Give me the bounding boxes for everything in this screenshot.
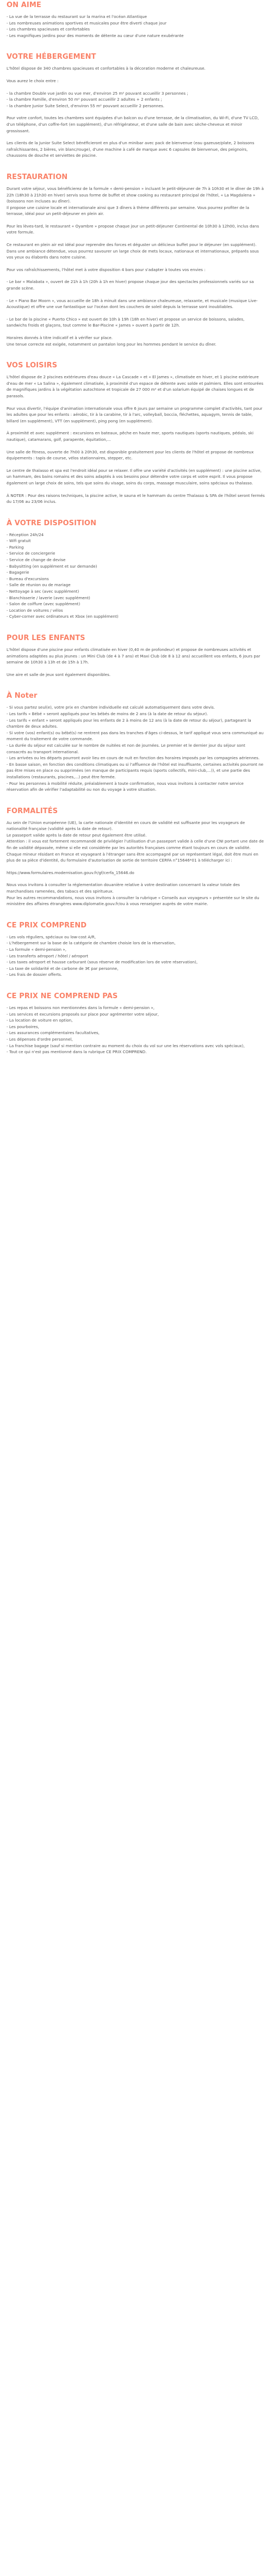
restauration-bar-item: - Le bar de la piscine « Puerto Chico » est ouvert de 10h à 19h (18h en hiver) et propose un service de boissons, salades, sandwichs froids et glaçons, tout comme le Bar-Piscine « James » ouvert à partir de 12h. [7, 316, 245, 328]
restauration-paragraph: Durant votre séjour, vous bénéficierez de la formule « demi-pension » incluant le petit-déjeuner de 7h à 10h30 et le dîner de 19h à 22h (18h30 à 21h30 en hiver) servis sous forme de buffet et show cooking au restaurant principal de l'hôtel, « La Magdalena » (boissons non incluses au dîner). Il propose une cuisine locale et internationale ainsi que 3 dîners à thème différents par semaine. Vous pourrez profiter de la terrasse, idéal pour un petit-déjeuner en plein air. [7, 186, 264, 217]
restauration-bar-item: - Le « Piano Bar Moorn », vous accueille de 18h à minuit dans une ambiance chaleureuse, relaxante, et musicale (musique Live-Acoustique) et offre une vue fantastique sur l'océan dont les couchers de soleil depuis la terrasse sont inoubliables. [7, 298, 258, 310]
section-title-enfants: POUR LES ENFANTS [7, 634, 85, 642]
a-noter-list: - Si vous partez seul(e), votre prix en chambre individuelle est calculé automatiquement dans votre devis. - Les tarifs « Bébé » seront appliqués pour les bébés de moins de 2 ans (à la date de retour du séjour). - Les tarifs « enfant » seront appliqués pour les enfants de 2 à moins de 12 ans (à la date de retour du séjour), partageant la chambre de deux adultes. - Si votre (vos) enfant(s) ou bébé(s) ne rentrent pas dans les tranches d'âges ci-dessus, le tarif appliqué vous sera communiqué au moment du traitement de votre commande. - La durée du séjour est calculée sur le nombre de nuitées et non de journées. Le premier et le dernier jour du séjour sont consacrés au transport international. - Les arrivées ou les départs pourront avoir lieu en cours de nuit en fonction des horaires imposés par les compagnies aériennes. - En basse saison, en fonction des conditions climatiques ou si l'affluence de l'hôtel est insuffisante, certaines activités pourront ne pas être mises en place ou supprimées (en manque de participants requis (sports collectifs, mini-club,...)), et une partie des installations (restaurants, piscines,...) peut être fermée. - Pour les personnes à mobilité réduite, préalablement à toute confirmation, nous vous invitons à contacter notre service réservation afin de vérifier l'adaptabilité ou non du voyage à votre situation. [7, 705, 264, 792]
restauration-paragraph: Pour vos rafraîchissements, l'hôtel met à votre disposition 4 bars pour s'adapter à toutes vos envies : [7, 267, 206, 272]
section-title-prix-ne-comprend-pas: CE PRIX NE COMPREND PAS [7, 992, 118, 1000]
hebergement-paragraph: Vous aurez le choix entre : [7, 78, 59, 83]
prix-comprend-list: - Les vols réguliers, spéciaux ou low-cost A/R, - L'hébergement sur la base de la catégorie de chambre choisie lors de la réservation, - La formule « demi-pension », - Les transferts aéroport / hôtel / aéroport - Les taxes aéroport et hausse carburant (sous réserve de modification lors de votre réservation), - La taxe de solidarité et de carbone de 3€ par personne, - Les frais de dossier offerts. [7, 934, 198, 977]
hebergement-paragraph: Les clients de la Junior Suite Select bénéficieront en plus d'un minibar avec pack de bienvenue (eau gazeuse/plate, 2 boissons rafraîchissantes, 2 bières, vin blanc/rouge), d'une machine à café de marque avec 6 capsules de bienvenue, des peignoirs, chaussons de douche et serviettes de piscine. [7, 140, 255, 158]
loisirs-note: À NOTER : Pour des raisons techniques, la piscine active, le sauna et le hammam du centre Thalasso & SPA de l'hôtel seront fermés du 17/06 au 23/06 inclus. [7, 493, 265, 505]
section-title-prix-comprend: CE PRIX COMPREND [7, 921, 87, 930]
section-title-a-noter: À Noter [7, 692, 38, 700]
loisirs-paragraph: Le centre de thalasso et spa est l'endroit idéal pour se relaxer. Il offre une variété d'activités (en supplément) : une piscine active, un hammam, des bains romains et des soins adaptés à vos besoins pour détendre votre corps et votre esprit. Il vous propose également un large choix de soins, tels que soins du visage, soins du corps, massage musculaire, soins spéciaux ou thalasso. [7, 468, 262, 485]
page-content [0, 0, 272, 1055]
section-title-restauration: RESTAURATION [7, 173, 68, 181]
prix-ne-comprend-pas-list: - Les repas et boissons non mentionnées dans la formule « demi-pension », - Les services et excursions proposés sur place pour agrémenter votre séjour, - La location de voiture en option, - Les pourboires, - Les assurances complémentaires facultatives, - Les dépenses d'ordre personnel, - La franchise bagage (sauf si mention contraire au moment du choix du vol sur une les réservations avec vols spéciaux), - Tout ce qui n'est pas mentionné dans la rubrique CE PRIX COMPREND. [7, 1005, 245, 1055]
section-title-formalites: FORMALITÉS [7, 807, 58, 815]
hebergement-paragraph: L'hôtel dispose de 340 chambres spacieuses et confortables à la décoration moderne et chaleureuse. [7, 66, 206, 71]
section-title-hebergement: VOTRE HÉBERGEMENT [7, 53, 96, 62]
loisirs-paragraph: Pour vous divertir, l'équipe d'animation internationale vous offre 6 jours par semaine un programme complet d'activités, tant pour les adultes que pour les enfants : aérobic, tir à la carabine, tir à l'arc, volleyball, boccia, fléchettes, aquagym, tennis de table, billard (en supplément), VTT (en supplément), ping pong (en supplément). [7, 405, 263, 423]
loisirs-paragraph: L'hôtel dispose de 2 piscines extérieures d'eau douce « La Cascade » et « El James », climatisée en hiver, et 1 piscine extérieure d'eau de mer « La Salina », également climatisée, à proximité d'un espace de détente avec solde et palmiers. Elles sont entourées de magnifiques jardins à la végétation autochtone et tropicale de 27 000 m² et d'un solarium équipé de chaises longues et de parasols. [7, 374, 264, 398]
section-title-loisirs: VOS LOISIRS [7, 361, 58, 370]
formalites-paragraph: Nous vous invitons à consulter la réglementation douanière relative à votre destination concernant la valeur totale des marchandises ramenées, des tabacs et des spiritueux. Pour les autres recommandations, nous vous invitons à consulter la rubrique « Conseils aux voyageurs » présentée sur le site du ministère des affaires étrangères www.diplomatie.gouv.fr/ou à vous renseigner auprès de votre mairie. [7, 882, 259, 907]
loisirs-paragraph: À proximité et avec supplément : excursions en bateaux, pêche en haute mer, sports nautiques (sports nautiques, pédalo, ski nautique), catamarans, golf, parapente, équitation,... [7, 431, 254, 442]
section-title-on-aime: ON AIME [7, 1, 41, 9]
cerfa-link[interactable]: https://www.formulaires.modernisation.gouv.fr/gf/cerfa_15646.do [7, 870, 134, 875]
restauration-bar-item: - Le bar « Malabata », ouvert de 21h à 1h (20h à 1h en hiver) propose chaque jour des spectacles professionnels variés sur sa grande scène. [7, 279, 254, 291]
disposition-list: - Réception 24h/24 - Wifi gratuit - Parking - Service de conciergerie - Service de change de devise - Babysitting (en supplément et sur demande) - Bagagerie - Bureau d'excursions - Salle de réunion ou de mariage - Nettoyage à sec (avec supplément) - Blanchisserie / laverie (avec supplément) - Salon de coiffure (avec supplément) - Location de voitures / vélos - Cyber-corner avec ordinateurs et Xbox (en supplément) [7, 532, 119, 619]
restauration-paragraph: Pour les lèves-tard, le restaurant « Oyambre » propose chaque jour un petit-déjeuner Continental de 10h30 à 12h00, inclus dans votre formule. [7, 223, 259, 235]
enfants-paragraph: Une aire et salle de jeux sont également disponibles. [7, 672, 111, 677]
restauration-note: Horaires donnés à titre indicatif et à vérifier sur place. Une tenue correcte est exigée, notamment un pantalon long pour les hommes pendant le service du dîner. [7, 335, 217, 347]
loisirs-paragraph: Une salle de fitness, ouverte de 7h00 à 20h30, est disponible gratuitement pour les clients de l'hôtel et propose de nombreux équipements : tapis de course, vélos stationnaires, stepper, etc. [7, 449, 254, 461]
formalites-paragraph: Au sein de l'Union européenne (UE), la carte nationale d'identité en cours de validité est suffisante pour les voyageurs de nationalité française (validité après la date de retour). Le passeport valide après la date de retour peut également être utilisé. Attention : il vous est fortement recommandé de privilégier l'utilisation d'un passeport valide à celle d'une CNI portant une date de fin de validité dépassée, même si elle est considérée par les autorités françaises comme étant toujours en cours de validité. Chaque mineur résidant en France et voyageant à l'étranger sans être accompagné par un représentant légal, doit être muni en plus de sa pièce d'identité, du formulaire d'autorisation de sortie de territoire CERFA n°15646*01 à télécharger ici : [7, 820, 264, 863]
hebergement-room-list: - la chambre Double vue jardin ou vue mer, d'environ 25 m² pouvant accueillir 3 personnes ; - la chambre Famille, d'environ 50 m² pouvant accueillir 2 adultes + 2 enfants ; - la chambre Junior Suite Select, d'environ 55 m² pouvant accueillir 2 personnes. [7, 90, 188, 108]
hebergement-paragraph: Pour votre confort, toutes les chambres sont équipées d'un balcon ou d'une terrasse, de la climatisation, du Wi-Fi, d'une TV LCD, d'un téléphone, d'un coffre-fort (en supplément), d'un réfrigérateur, et d'une salle de bain avec sèche-cheveux et miroir grossissant. [7, 115, 259, 133]
restauration-paragraph: Ce restaurant en plein air est idéal pour reprendre des forces et déguster un délicieux buffet pour le déjeuner (en supplément). Dans une ambiance détendue, vous pourrez savourer un large choix de mets locaux, nationaux et internationaux, préparés sous vos yeux ou élaborés dans notre cuisine. [7, 242, 259, 260]
section-title-disposition: À VOTRE DISPOSITION [7, 519, 97, 527]
enfants-paragraph: L'hôtel dispose d'une piscine pour enfants climatisée en hiver (0,40 m de profondeur) et propose de nombreuses activités et animations adaptées au plus jeunes : un Mini Club (de 4 à 7 ans) et Maxi Club (de 8 à 12 ans) accueillent vos enfants, 6 jours par semaine de 10h30 à 13h et de 15h à 17h. [7, 647, 261, 665]
on-aime-list: - La vue de la terrasse du restaurant sur la marina et l'océan Atlantique - Les nombreuses animations sportives et musicales pour être diverti chaque jour - Les chambres spacieuses et confortables - Les magnifiques jardins pour des moments de détente au cœur d'une nature exubérante [7, 14, 184, 38]
